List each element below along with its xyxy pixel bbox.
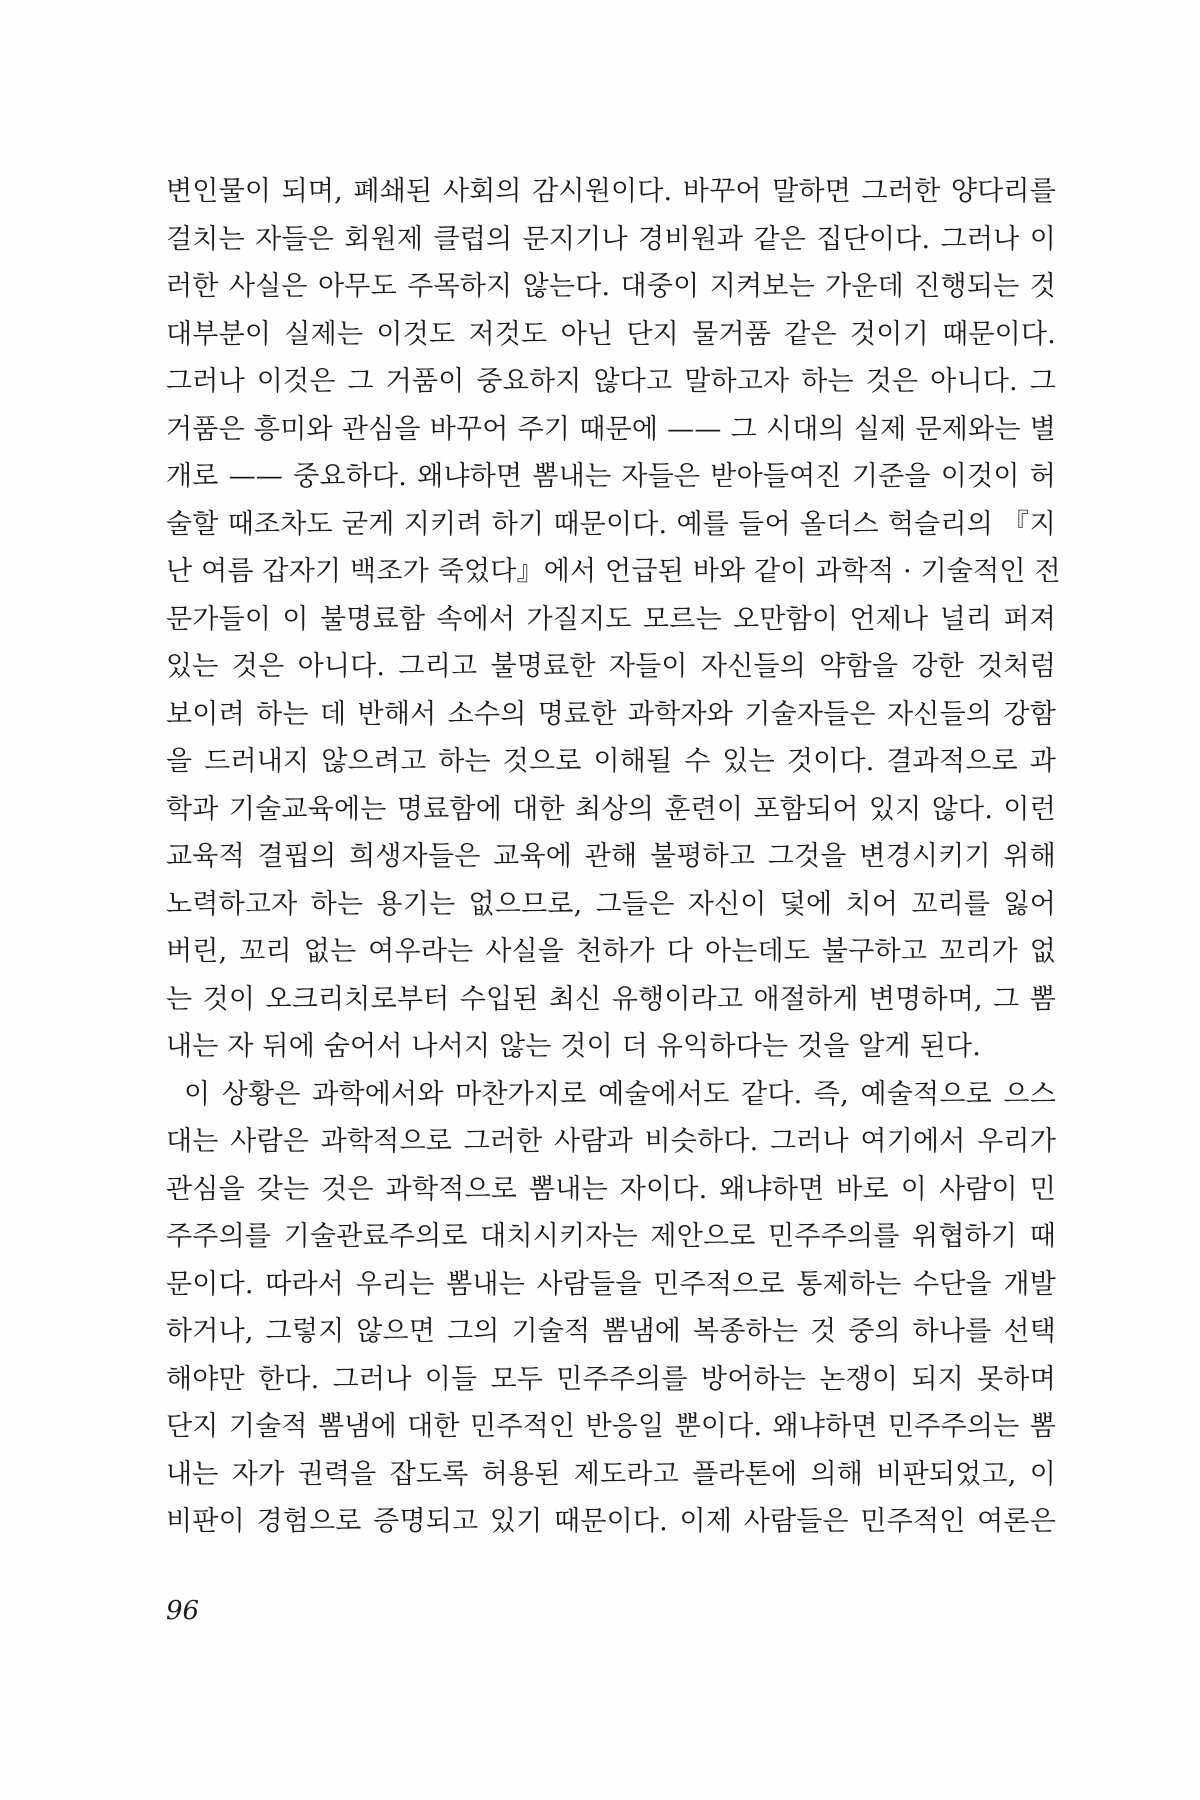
text-line: 주주의를 기술관료주의로 대치시키자는 제안으로 민주주의를 위협하기 때 (166, 1221, 1056, 1252)
text-line: 있는 것은 아니다. 그리고 불명료한 자들이 자신들의 약함을 강한 것처럼 (166, 651, 1056, 682)
text-line: 단지 기술적 뽐냄에 대한 민주적인 반응일 뿐이다. 왜냐하면 민주주의는 뽐 (166, 1411, 1056, 1442)
text-line: 러한 사실은 아무도 주목하지 않는다. 대중이 지켜보는 가운데 진행되는 것 (166, 271, 1056, 302)
text-line: 학과 기술교육에는 명료함에 대한 최상의 훈련이 포함되어 있지 않다. 이런 (166, 793, 1056, 825)
text-line-paragraph-end: 내는 자 뒤에 숨어서 나서지 않는 것이 더 유익하다는 것을 알게 된다. (166, 1031, 982, 1062)
text-line: 교육적 결핍의 희생자들은 교육에 관해 불평하고 그것을 변경시키기 위해 (166, 841, 1056, 872)
text-line: 내는 자가 권력을 잡도록 허용된 제도라고 플라톤에 의해 비판되었고, 이 (166, 1458, 1056, 1490)
text-line: 대는 사람은 과학적으로 그러한 사람과 비슷하다. 그러나 여기에서 우리가 (166, 1126, 1056, 1157)
page-number: 96 (166, 1596, 200, 1626)
text-line: 버린, 꼬리 없는 여우라는 사실을 천하가 다 아는데도 불구하고 꼬리가 없 (166, 936, 1056, 967)
text-line: 노력하고자 하는 용기는 없으므로, 그들은 자신이 덫에 치어 꼬리를 잃어 (166, 888, 1056, 920)
text-line: 문가들이 이 불명료함 속에서 가질지도 모르는 오만함이 언제나 널리 퍼져 (166, 603, 1056, 635)
text-line: 관심을 갖는 것은 과학적으로 뽐내는 자이다. 왜냐하면 바로 이 사람이 민 (166, 1173, 1056, 1205)
text-line: 비판이 경험으로 증명되고 있기 때문이다. 이제 사람들은 민주적인 여론은 (166, 1506, 1056, 1537)
text-line-paragraph-start: 이 상황은 과학에서와 마찬가지로 예술에서도 같다. 즉, 예술적으로 으스 (184, 1078, 1056, 1110)
text-line: 문이다. 따라서 우리는 뽐내는 사람들을 민주적으로 통제하는 수단을 개발 (166, 1268, 1056, 1300)
text-line: 하거나, 그렇지 않으면 그의 기술적 뽐냄에 복종하는 것 중의 하나를 선택 (166, 1316, 1056, 1347)
text-line: 난 여름 갑자기 백조가 죽었다』에서 언급된 바와 같이 과학적 · 기술적인 전 (166, 556, 1061, 587)
text-line: 거품은 흥미와 관심을 바꾸어 주기 때문에 —— 그 시대의 실제 문제와는 별 (166, 413, 1056, 445)
text-line: 해야만 한다. 그러나 이들 모두 민주주의를 방어하는 논쟁이 되지 못하며 (166, 1363, 1056, 1395)
text-line: 술할 때조차도 굳게 지키려 하기 때문이다. 예를 들어 올더스 헉슬리의 『지 (166, 508, 1056, 540)
text-line: 걸치는 자들은 회원제 클럽의 문지기나 경비원과 같은 집단이다. 그러나 이 (166, 223, 1056, 255)
text-line: 대부분이 실제는 이것도 저것도 아닌 단지 물거품 같은 것이기 때문이다. (166, 318, 1056, 350)
text-line: 보이려 하는 데 반해서 소수의 명료한 과학자와 기술자들은 자신들의 강함 (166, 698, 1056, 730)
text-line: 을 드러내지 않으려고 하는 것으로 이해될 수 있는 것이다. 결과적으로 과 (166, 746, 1056, 777)
text-line: 개로 —— 중요하다. 왜냐하면 뽐내는 자들은 받아들여진 기준을 이것이 허 (166, 461, 1056, 492)
text-line: 변인물이 되며, 폐쇄된 사회의 감시원이다. 바꾸어 말하면 그러한 양다리를 (166, 176, 1056, 207)
text-line: 그러나 이것은 그 거품이 중요하지 않다고 말하고자 하는 것은 아니다. 그 (166, 366, 1056, 397)
text-line: 는 것이 오크리치로부터 수입된 최신 유행이라고 애절하게 변명하며, 그 뽐 (166, 983, 1056, 1015)
body-text (166, 168, 1061, 1546)
